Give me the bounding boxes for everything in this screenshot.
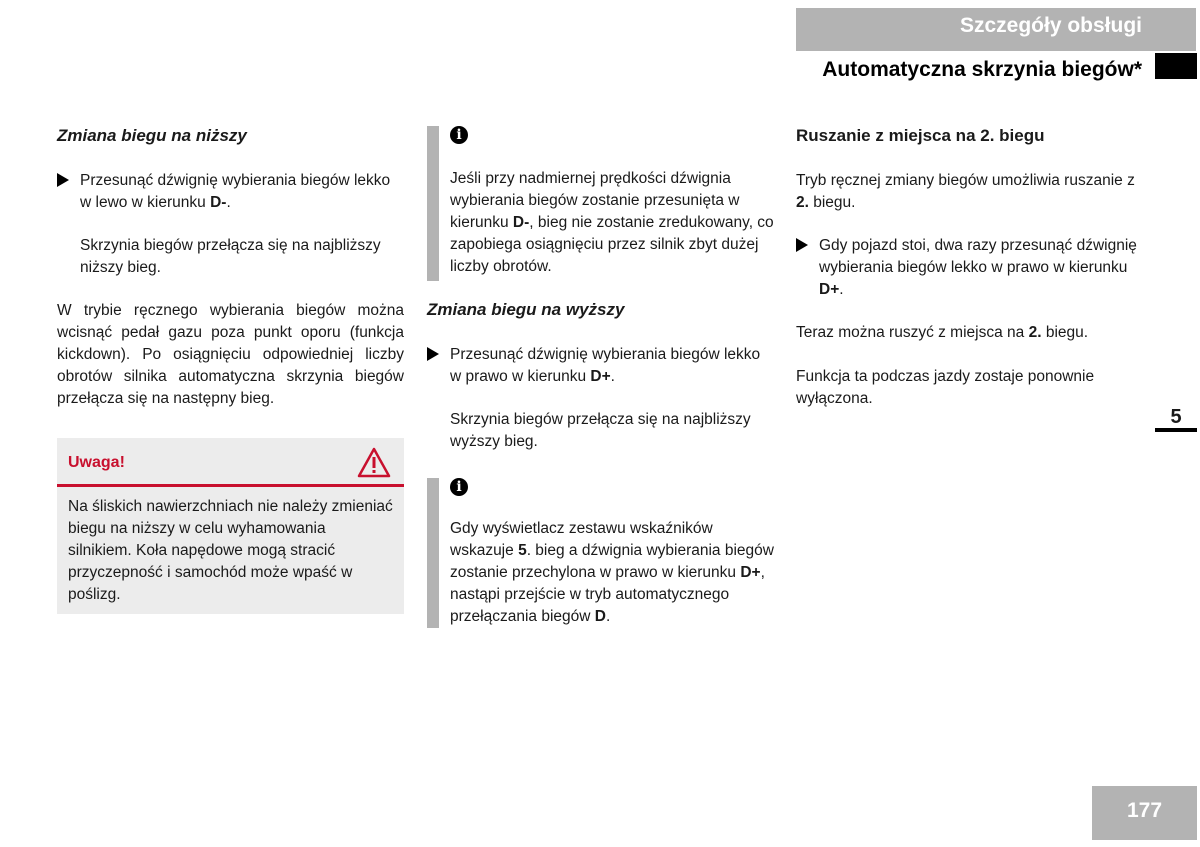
bullet-upshift [427,344,774,388]
kickdown-paragraph: W trybie ręcznego wybierania biegów można wcisnąć pedał gazu poza punkt oporu (funkcja kickdown). Po osiągnięciu odpowiedniej liczby obrotów silnika automatyczna skrzynia biegów przełącza się na następny bieg. [57,302,404,407]
note-bar-2 [427,478,439,628]
bullet-text: Przesunąć dźwignię wybierania biegów lekko w lewo w kierunku D-. [80,172,391,211]
info-icon: i [450,478,468,496]
arrow-bullet-icon [57,173,69,187]
section-title: Szczegóły obsługi [959,14,1142,37]
chapter-title: Automatyczna skrzynia biegów* [822,58,1142,81]
upshift-result: Skrzynia biegów przełącza się na najbliższy wyższy bieg. [450,411,751,450]
warning-triangle-icon [357,447,391,478]
heading-upshift: Zmiana biegu na wyższy [427,300,625,319]
note-text-1: Jeśli przy nadmiernej prędkości dźwignia wybierania biegów zostanie przesunięta w kierunku D-, bieg nie zostanie zredukowany, co zapobiega osiągnięciu przez silnik zbyt dużej liczby obrotów. [450,170,774,275]
info-icon: i [450,126,468,144]
second-gear-intro: Tryb ręcznej zmiany biegów umożliwia ruszanie z 2. biegu. [796,172,1135,211]
bullet-downshift [57,170,404,214]
bullet-second-gear [796,235,1144,301]
bullet-text: Przesunąć dźwignię wybierania biegów lekko w prawo w kierunku D+. [450,346,761,385]
warning-label: Uwaga! [68,454,125,471]
page-number: 177 [1092,786,1197,840]
bullet-text: Gdy pojazd stoi, dwa razy przesunąć dźwignię wybierania biegów lekko w prawo w kierunku D+. [819,237,1137,298]
note-text-2: Gdy wyświetlacz zestawu wskaźników wskazuje 5. bieg a dźwignia wybierania biegów zostanie przechylona w prawo w kierunku D+, nastąpi przejście w tryb automatycznego przełączania biegów D. [450,520,774,625]
heading-downshift: Zmiana biegu na niższy [57,126,247,145]
header-marker [1155,53,1197,79]
arrow-bullet-icon [427,347,439,361]
chapter-tab: 5 [1155,398,1197,432]
note-bar-1 [427,126,439,281]
second-gear-result: Teraz można ruszyć z miejsca na 2. biegu. [796,324,1089,341]
second-gear-note: Funkcja ta podczas jazdy zostaje ponownie wyłączona. [796,368,1095,407]
downshift-result: Skrzynia biegów przełącza się na najbliższy niższy bieg. [80,237,381,276]
warning-text: Na śliskich nawierzchniach nie należy zmieniać biegu na niższy w celu wyhamowania silnikiem. Koła napędowe mogą stracić przyczepność i samochód może wpaść w poślizg. [68,498,393,603]
heading-second-gear-start: Ruszanie z miejsca na 2. biegu [796,126,1045,145]
arrow-bullet-icon [796,238,808,252]
